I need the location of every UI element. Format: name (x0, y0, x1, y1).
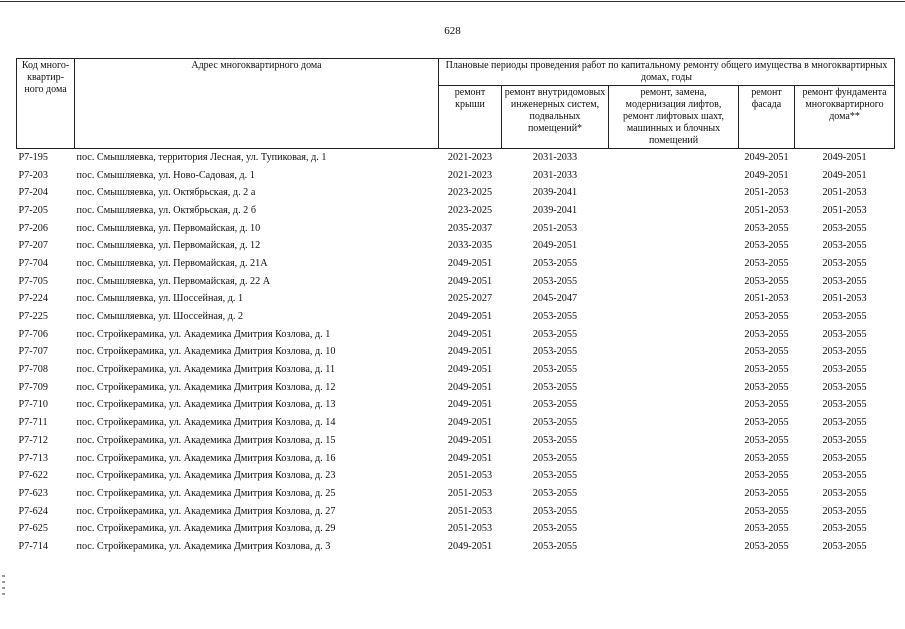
cell-address: пос. Смышляевка, ул. Первомайская, д. 21А (76, 257, 268, 269)
cell-address: пос. Стройкерамика, ул. Академика Дмитрия Козлова, д. 15 (76, 434, 336, 446)
cell-facade: 2053-2055 (744, 275, 789, 287)
cell-systems: 2031-2033 (532, 151, 578, 163)
cell-address: пос. Стройкерамика, ул. Академика Дмитрия Козлова, д. 27 (76, 505, 336, 517)
cell-systems: 2053-2055 (532, 540, 578, 552)
cell-systems: 2053-2055 (532, 523, 578, 535)
table-row (17, 184, 895, 202)
cell-foundation: 2053-2055 (822, 311, 867, 323)
cell-systems: 2051-2053 (532, 222, 578, 234)
cell-code: Р7-203 (18, 169, 48, 181)
cell-code: Р7-195 (18, 151, 48, 163)
header-foundation: ремонт фундамента многоквартирного дома** (795, 86, 895, 149)
cell-address: пос. Стройкерамика, ул. Академика Дмитрия Козлова, д. 10 (76, 346, 336, 358)
cell-code: Р7-711 (18, 417, 48, 429)
table-row (17, 308, 895, 326)
cell-systems: 2031-2033 (532, 169, 578, 181)
cell-elevators (609, 291, 739, 309)
cell-code: Р7-625 (18, 523, 48, 535)
cell-facade: 2053-2055 (744, 240, 789, 252)
cell-elevators (609, 255, 739, 273)
cell-roof: 2021-2023 (447, 169, 493, 181)
cell-systems: 2053-2055 (532, 470, 578, 482)
cell-code: Р7-624 (18, 505, 48, 517)
cell-systems: 2053-2055 (532, 399, 578, 411)
cell-foundation: 2053-2055 (822, 470, 867, 482)
cell-code: Р7-622 (18, 470, 48, 482)
cell-code: Р7-207 (18, 240, 48, 252)
cell-address: пос. Смышляевка, ул. Первомайская, д. 10 (76, 222, 261, 234)
cell-elevators (609, 237, 739, 255)
cell-facade: 2053-2055 (744, 505, 789, 517)
table-row (17, 432, 895, 450)
cell-roof: 2033-2035 (447, 240, 493, 252)
table-row (17, 397, 895, 415)
cell-elevators (609, 485, 739, 503)
cell-foundation: 2053-2055 (822, 417, 867, 429)
cell-roof: 2049-2051 (447, 364, 493, 376)
cell-facade: 2053-2055 (744, 434, 789, 446)
cell-foundation: 2053-2055 (822, 452, 867, 464)
cell-roof: 2049-2051 (447, 257, 493, 269)
cell-address: пос. Стройкерамика, ул. Академика Дмитрия Козлова, д. 12 (76, 381, 336, 393)
cell-roof: 2025-2027 (447, 293, 493, 305)
cell-elevators (609, 538, 739, 556)
cell-code: Р7-205 (18, 204, 48, 216)
cell-foundation: 2053-2055 (822, 257, 867, 269)
cell-code: Р7-714 (18, 540, 48, 552)
cell-address: пос. Стройкерамика, ул. Академика Дмитрия Козлова, д. 14 (76, 417, 336, 429)
cell-foundation: 2049-2051 (822, 151, 867, 163)
table-row (17, 291, 895, 309)
cell-address: пос. Стройкерамика, ул. Академика Дмитрия Козлова, д. 3 (76, 540, 331, 552)
cell-code: Р7-710 (18, 399, 48, 411)
cell-elevators (609, 467, 739, 485)
cell-code: Р7-706 (18, 328, 48, 340)
cell-facade: 2053-2055 (744, 346, 789, 358)
cell-facade: 2053-2055 (744, 222, 789, 234)
cell-facade: 2053-2055 (744, 470, 789, 482)
cell-elevators (609, 326, 739, 344)
cell-facade: 2053-2055 (744, 381, 789, 393)
cell-roof: 2051-2053 (447, 505, 493, 517)
cell-foundation: 2053-2055 (822, 275, 867, 287)
header-roof: ремонт крыши (439, 86, 502, 149)
cell-elevators (609, 344, 739, 362)
cell-roof: 2049-2051 (447, 381, 493, 393)
table-row (17, 450, 895, 468)
cell-foundation: 2053-2055 (822, 505, 867, 517)
cell-code: Р7-713 (18, 452, 48, 464)
header-code: Код много-квартир-ного дома (17, 59, 75, 149)
page-number: 628 (444, 25, 461, 37)
header-address: Адрес многоквартирного дома (75, 59, 439, 149)
cell-address: пос. Смышляевка, ул. Первомайская, д. 12 (76, 240, 261, 252)
cell-facade: 2053-2055 (744, 452, 789, 464)
cell-foundation: 2053-2055 (822, 540, 867, 552)
cell-systems: 2053-2055 (532, 417, 578, 429)
cell-roof: 2023-2025 (447, 204, 493, 216)
top-border-line (0, 1, 905, 2)
cell-foundation: 2053-2055 (822, 399, 867, 411)
cell-address: пос. Смышляевка, ул. Первомайская, д. 22 А (76, 275, 271, 287)
cell-elevators (609, 167, 739, 185)
cell-roof: 2051-2053 (447, 470, 493, 482)
cell-roof: 2049-2051 (447, 417, 493, 429)
cell-foundation: 2053-2055 (822, 346, 867, 358)
table-row (17, 538, 895, 556)
table-row (17, 202, 895, 220)
cell-facade: 2053-2055 (744, 364, 789, 376)
cell-facade: 2053-2055 (744, 328, 789, 340)
cell-systems: 2053-2055 (532, 505, 578, 517)
cell-foundation: 2053-2055 (822, 364, 867, 376)
cell-roof: 2051-2053 (447, 487, 493, 499)
cell-elevators (609, 450, 739, 468)
cell-facade: 2053-2055 (744, 399, 789, 411)
header-periods-group: Плановые периоды проведения работ по капитальному ремонту общего имущества в многоквартирных домах, годы (439, 59, 895, 86)
scan-edge-marks (2, 575, 10, 625)
header-facade: ремонт фасада (739, 86, 795, 149)
cell-address: пос. Стройкерамика, ул. Академика Дмитрия Козлова, д. 25 (76, 487, 336, 499)
table-row (17, 520, 895, 538)
cell-foundation: 2049-2051 (822, 169, 867, 181)
header-elevators: ремонт, замена, модернизация лифтов, ремонт лифтовых шахт, машинных и блочных помещений (609, 86, 739, 149)
cell-facade: 2049-2051 (744, 151, 789, 163)
cell-elevators (609, 361, 739, 379)
cell-elevators (609, 308, 739, 326)
cell-roof: 2049-2051 (447, 434, 493, 446)
cell-roof: 2049-2051 (447, 540, 493, 552)
cell-elevators (609, 503, 739, 521)
repair-schedule-table (16, 58, 895, 556)
cell-code: Р7-225 (18, 311, 48, 323)
cell-systems: 2053-2055 (532, 328, 578, 340)
cell-foundation: 2053-2055 (822, 487, 867, 499)
cell-foundation: 2051-2053 (822, 293, 867, 305)
cell-roof: 2049-2051 (447, 275, 493, 287)
cell-foundation: 2051-2053 (822, 187, 867, 199)
cell-address: пос. Стройкерамика, ул. Академика Дмитрия Козлова, д. 16 (76, 452, 336, 464)
table-row (17, 220, 895, 238)
cell-elevators (609, 379, 739, 397)
cell-systems: 2053-2055 (532, 434, 578, 446)
table-row (17, 414, 895, 432)
cell-code: Р7-206 (18, 222, 48, 234)
cell-roof: 2049-2051 (447, 452, 493, 464)
cell-systems: 2053-2055 (532, 381, 578, 393)
cell-address: пос. Смышляевка, ул. Октябрьская, д. 2 а (76, 187, 256, 199)
cell-code: Р7-709 (18, 381, 48, 393)
cell-elevators (609, 184, 739, 202)
cell-elevators (609, 273, 739, 291)
cell-systems: 2053-2055 (532, 275, 578, 287)
cell-address: пос. Стройкерамика, ул. Академика Дмитрия Козлова, д. 1 (76, 328, 331, 340)
header-systems: ремонт внутридомовых инженерных систем, подвальных помещений* (502, 86, 609, 149)
cell-elevators (609, 220, 739, 238)
cell-foundation: 2053-2055 (822, 328, 867, 340)
cell-address: пос. Смышляевка, территория Лесная, ул. Тупиковая, д. 1 (76, 151, 327, 163)
cell-elevators (609, 414, 739, 432)
table-row (17, 485, 895, 503)
table-row (17, 326, 895, 344)
cell-facade: 2053-2055 (744, 417, 789, 429)
cell-address: пос. Стройкерамика, ул. Академика Дмитрия Козлова, д. 11 (76, 364, 336, 376)
cell-facade: 2051-2053 (744, 204, 789, 216)
cell-foundation: 2053-2055 (822, 222, 867, 234)
cell-code: Р7-707 (18, 346, 48, 358)
cell-roof: 2049-2051 (447, 328, 493, 340)
cell-code: Р7-704 (18, 257, 48, 269)
cell-facade: 2053-2055 (744, 540, 789, 552)
cell-facade: 2051-2053 (744, 187, 789, 199)
cell-systems: 2053-2055 (532, 364, 578, 376)
cell-address: пос. Смышляевка, ул. Октябрьская, д. 2 б (76, 204, 256, 216)
cell-roof: 2035-2037 (447, 222, 493, 234)
cell-code: Р7-712 (18, 434, 48, 446)
cell-systems: 2045-2047 (532, 293, 578, 305)
cell-foundation: 2053-2055 (822, 523, 867, 535)
cell-roof: 2049-2051 (447, 399, 493, 411)
cell-address: пос. Стройкерамика, ул. Академика Дмитрия Козлова, д. 29 (76, 523, 336, 535)
cell-code: Р7-705 (18, 275, 48, 287)
table-row (17, 503, 895, 521)
table-row (17, 379, 895, 397)
cell-roof: 2049-2051 (447, 346, 493, 358)
cell-code: Р7-623 (18, 487, 48, 499)
cell-facade: 2053-2055 (744, 487, 789, 499)
table-row (17, 167, 895, 185)
cell-address: пос. Смышляевка, ул. Ново-Садовая, д. 1 (76, 169, 255, 181)
cell-facade: 2051-2053 (744, 293, 789, 305)
table-row (17, 344, 895, 362)
cell-address: пос. Смышляевка, ул. Шоссейная, д. 2 (76, 311, 244, 323)
cell-foundation: 2051-2053 (822, 204, 867, 216)
cell-facade: 2053-2055 (744, 311, 789, 323)
cell-systems: 2053-2055 (532, 346, 578, 358)
table-row (17, 273, 895, 291)
table-row (17, 237, 895, 255)
cell-address: пос. Стройкерамика, ул. Академика Дмитрия Козлова, д. 23 (76, 470, 336, 482)
cell-foundation: 2053-2055 (822, 381, 867, 393)
cell-roof: 2049-2051 (447, 311, 493, 323)
table-row (17, 467, 895, 485)
cell-systems: 2053-2055 (532, 311, 578, 323)
cell-roof: 2023-2025 (447, 187, 493, 199)
table-row (17, 149, 895, 167)
cell-facade: 2053-2055 (744, 523, 789, 535)
cell-elevators (609, 149, 739, 167)
cell-address: пос. Смышляевка, ул. Шоссейная, д. 1 (76, 293, 244, 305)
cell-code: Р7-224 (18, 293, 48, 305)
cell-facade: 2053-2055 (744, 257, 789, 269)
cell-systems: 2039-2041 (532, 187, 578, 199)
table-row (17, 255, 895, 273)
cell-elevators (609, 397, 739, 415)
table-row (17, 361, 895, 379)
cell-elevators (609, 202, 739, 220)
cell-code: Р7-708 (18, 364, 48, 376)
cell-systems: 2039-2041 (532, 204, 578, 216)
cell-facade: 2049-2051 (744, 169, 789, 181)
cell-address: пос. Стройкерамика, ул. Академика Дмитрия Козлова, д. 13 (76, 399, 336, 411)
cell-foundation: 2053-2055 (822, 240, 867, 252)
cell-systems: 2053-2055 (532, 487, 578, 499)
cell-foundation: 2053-2055 (822, 434, 867, 446)
cell-roof: 2051-2053 (447, 523, 493, 535)
cell-code: Р7-204 (18, 187, 48, 199)
cell-systems: 2053-2055 (532, 257, 578, 269)
cell-systems: 2049-2051 (532, 240, 578, 252)
cell-roof: 2021-2023 (447, 151, 493, 163)
cell-elevators (609, 432, 739, 450)
cell-elevators (609, 520, 739, 538)
cell-systems: 2053-2055 (532, 452, 578, 464)
